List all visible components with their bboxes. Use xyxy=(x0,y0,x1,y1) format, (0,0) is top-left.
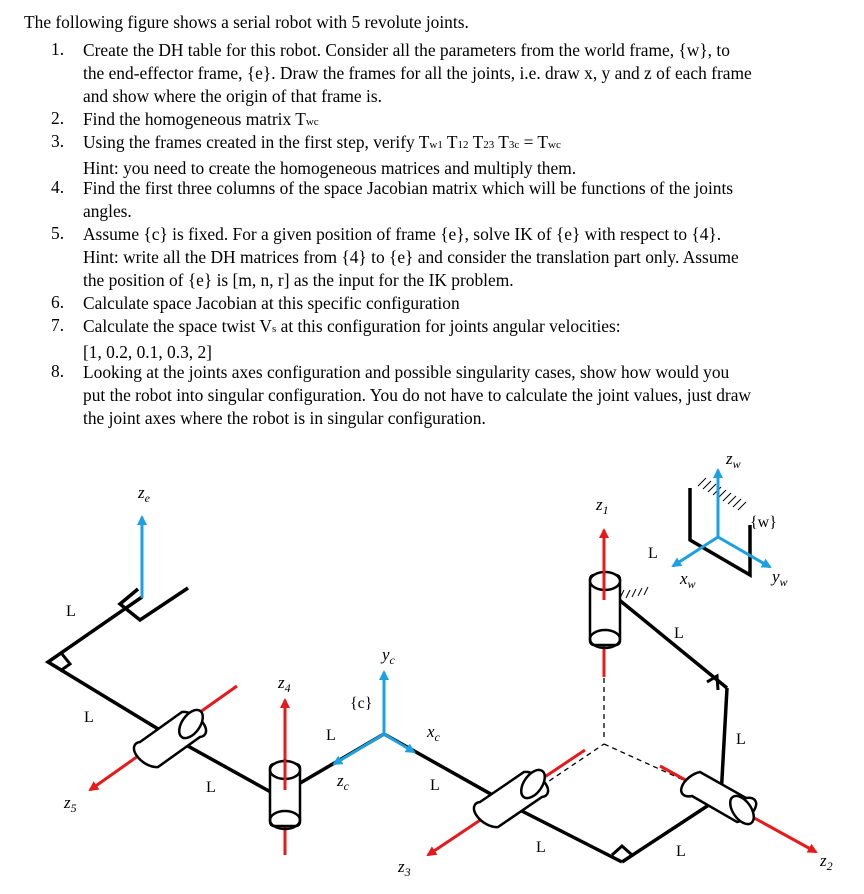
link-label: L xyxy=(648,545,658,562)
label-zc: $z_c$ xyxy=(337,771,349,793)
link-label: L xyxy=(674,625,684,642)
link-label: L xyxy=(676,843,686,860)
intro-text: The following figure shows a serial robot with 5 revolute joints. xyxy=(24,12,469,32)
robot-links xyxy=(48,488,750,862)
label-z4: $z_4$ xyxy=(278,673,291,695)
world-box xyxy=(690,488,750,575)
link-2-up xyxy=(721,688,727,797)
label-xw: $x_w$ xyxy=(680,569,696,591)
label-yc: $y_c$ xyxy=(382,645,395,667)
link-3-corner xyxy=(512,806,622,862)
label-ze: $z_e$ xyxy=(138,483,150,505)
axis-overlays xyxy=(285,570,604,790)
frame-axes xyxy=(142,470,770,764)
link-label: L xyxy=(66,603,76,620)
link-label: L xyxy=(206,779,216,796)
label-z2: $z_2$ xyxy=(820,851,833,873)
link-label: L xyxy=(536,839,546,856)
joint-cylinders xyxy=(134,572,759,829)
link-up-1 xyxy=(612,594,727,688)
label-yw: $y_w$ xyxy=(772,567,788,589)
link-label: L xyxy=(736,731,746,748)
joint-2-cylinder xyxy=(681,772,758,828)
label-z3: $z_3$ xyxy=(398,857,411,879)
label-zw: $z_w$ xyxy=(726,449,741,471)
label-xc: $x_c$ xyxy=(427,722,440,744)
label-z1: $z_1$ xyxy=(596,495,609,517)
joint-5-cylinder xyxy=(134,706,208,767)
link-label: L xyxy=(430,777,440,794)
frame-axis-xc xyxy=(384,734,414,752)
frame-axis-zc xyxy=(334,734,384,764)
label-w-frame: {w} xyxy=(750,514,777,531)
label-c-frame: {c} xyxy=(350,695,373,712)
link-corner-2 xyxy=(622,797,721,862)
link-label: L xyxy=(326,727,336,744)
label-z5: $z_5$ xyxy=(64,793,77,815)
link-label: L xyxy=(84,709,94,726)
